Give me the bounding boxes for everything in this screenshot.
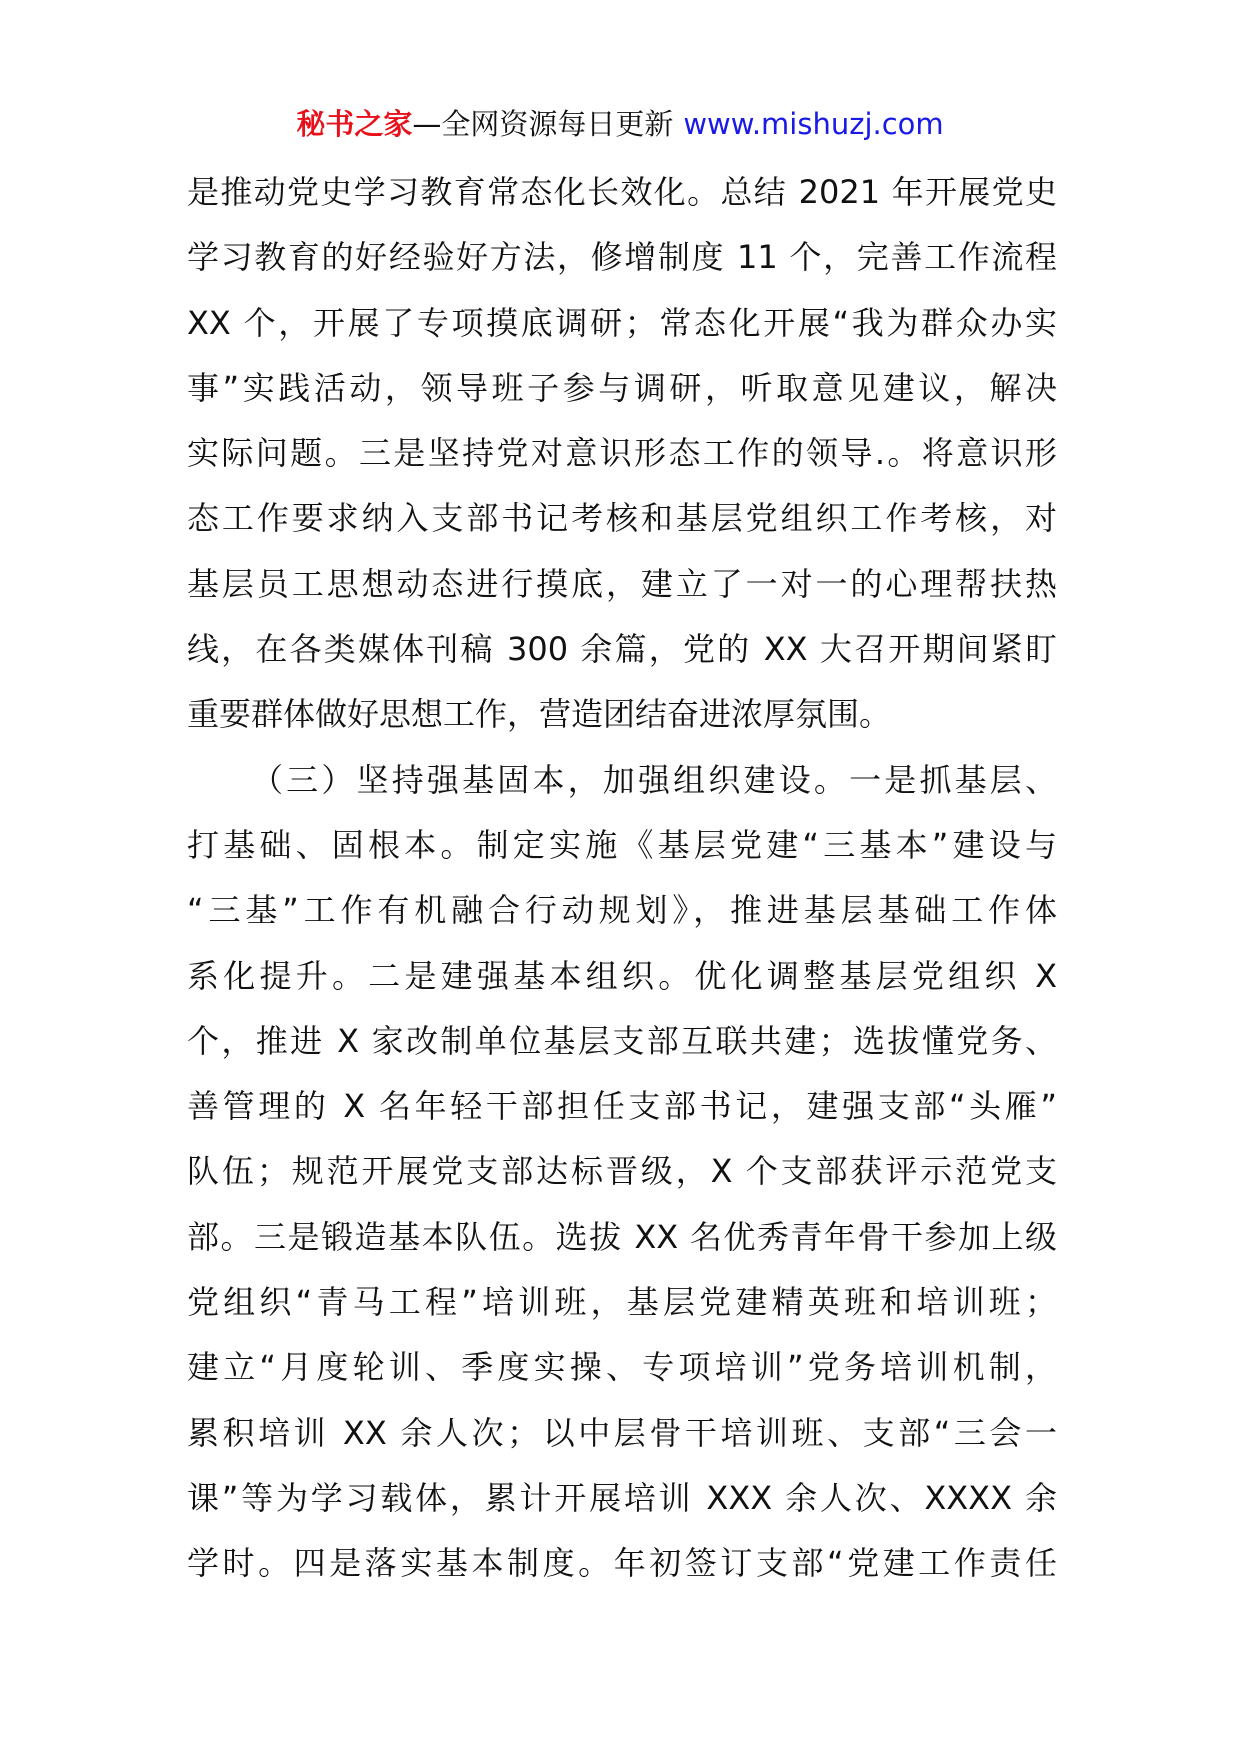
text-line: 党组织“青马工程”培训班，基层党建精英班和培训班； (187, 1283, 1057, 1322)
text-line: “三基”工作有机融合行动规划》，推进基层基础工作体 (187, 891, 1057, 930)
text-line: XX 个，开展了专项摸底调研；常态化开展“我为群众办实 (187, 303, 1057, 342)
text-line: 队伍；规范开展党支部达标晋级，X 个支部获评示范党支 (187, 1152, 1057, 1191)
paragraph-end-line: 重要群体做好思想工作，营造团结奋进浓厚氛围。 (187, 695, 892, 734)
text-line: 部。三是锻造基本队伍。选拔 XX 名优秀青年骨干参加上级 (187, 1217, 1057, 1256)
header-tagline: —全网资源每日更新 (412, 107, 674, 141)
text-line: 事”实践活动，领导班子参与调研，听取意见建议，解决 (187, 368, 1057, 407)
text-line: 课”等为学习载体，累计开展培训 XXX 余人次、XXXX 余 (187, 1478, 1057, 1517)
brand-name: 秘书之家 (296, 107, 413, 141)
site-url-link[interactable]: www.mishuzj.com (683, 107, 944, 141)
text-line: 线，在各类媒体刊稿 300 余篇，党的 XX 大召开期间紧盯 (187, 630, 1057, 669)
text-line: 态工作要求纳入支部书记考核和基层党组织工作考核，对 (187, 499, 1057, 538)
page-header (0, 102, 1240, 146)
document-body (187, 160, 1057, 1597)
text-line: 学习教育的好经验好方法，修增制度 11 个，完善工作流程 (187, 238, 1057, 277)
text-line: 是推动党史学习教育常态化长效化。总结 2021 年开展党史 (187, 173, 1057, 211)
section-heading-line: （三）坚持强基固本，加强组织建设。一是抓基层、 (251, 760, 1057, 799)
text-line: 善管理的 X 名年轻干部担任支部书记，建强支部“头雁” (187, 1087, 1057, 1126)
text-line: 系化提升。二是建强基本组织。优化调整基层党组织 X (187, 956, 1057, 995)
text-line: 基层员工思想动态进行摸底，建立了一对一的心理帮扶热 (187, 564, 1057, 603)
text-line: 实际问题。三是坚持党对意识形态工作的领导.。将意识形 (187, 434, 1057, 473)
text-line: 个，推进 X 家改制单位基层支部互联共建；选拔懂党务、 (187, 1021, 1057, 1060)
text-line: 建立“月度轮训、季度实操、专项培训”党务培训机制， (187, 1348, 1057, 1387)
text-line: 打基础、固根本。制定实施《基层党建“三基本”建设与 (187, 825, 1057, 864)
text-line: 累积培训 XX 余人次；以中层骨干培训班、支部“三会一 (187, 1413, 1057, 1452)
text-line: 学时。四是落实基本制度。年初签订支部“党建工作责任 (187, 1544, 1057, 1583)
